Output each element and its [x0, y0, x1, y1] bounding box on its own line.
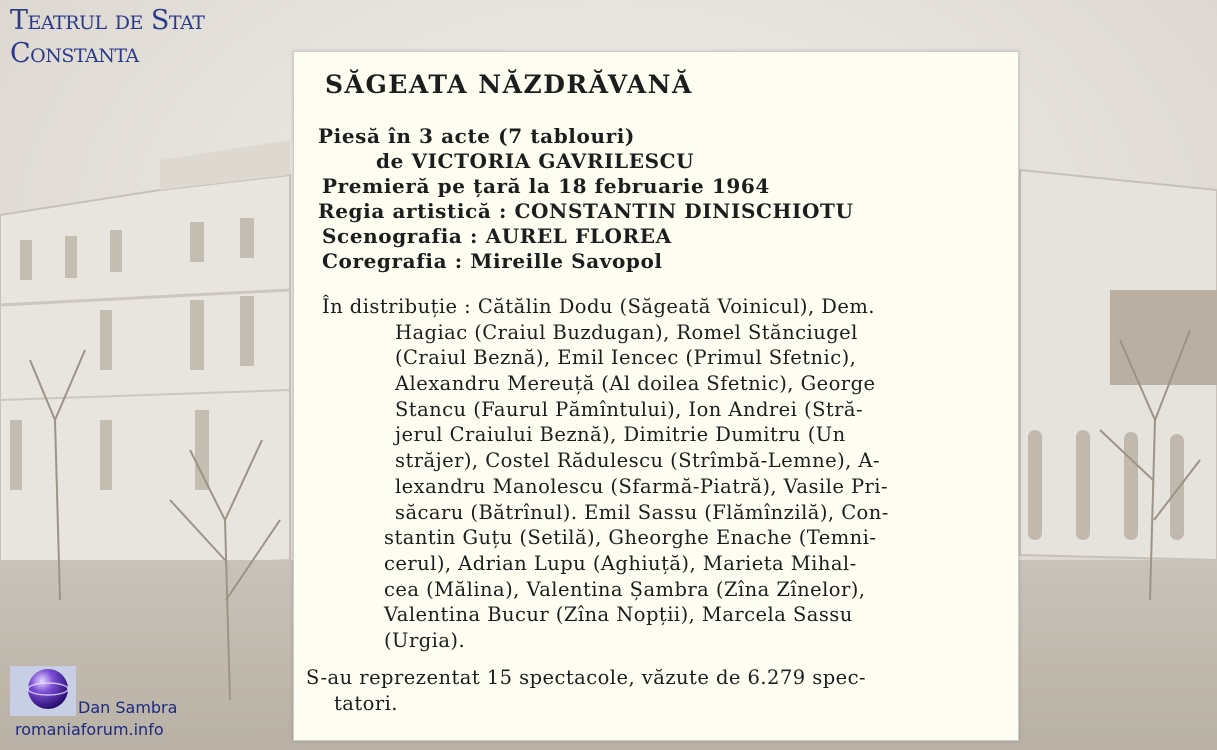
theatre-title-line-1: Teatrul de Stat	[10, 5, 205, 36]
play-title: SĂGEATA NĂZDRĂVANĂ	[325, 70, 693, 99]
cast-line: Stancu (Faurul Pămîntului), Ion Andrei (Stră-	[395, 397, 864, 421]
watermark-site: romaniaforum.info	[15, 720, 164, 739]
theatre-title-line-2: Constanta	[10, 38, 139, 69]
premiere-line: Premieră pe țară la 18 februarie 1964	[322, 174, 770, 198]
performance-summary	[306, 665, 866, 717]
summary-line: tatori.	[334, 692, 398, 715]
cast-line: Hagiac (Craiul Buzdugan), Romel Stănciugel	[395, 320, 858, 344]
watermark-author: Dan Sambra	[78, 698, 178, 717]
cast-line: În distribuție : Cătălin Dodu (Săgeată Voinicul), Dem.	[322, 295, 875, 318]
cast-line: stantin Guțu (Setilă), Gheorghe Enache (Temni-	[384, 526, 877, 550]
scenography-line: Scenografia : AUREL FLOREA	[322, 224, 672, 248]
theatre-title	[10, 4, 204, 70]
choreography-line: Coregrafia : Mireille Savopol	[322, 249, 663, 273]
play-info-card	[293, 51, 1019, 741]
cast-line: săcaru (Bătrînul). Emil Sassu (Flămînzilă), Con-	[395, 500, 889, 524]
cast-line: (Urgia).	[384, 628, 466, 652]
play-acts-line: Piesă în 3 acte (7 tablouri)	[318, 124, 635, 148]
cast-line: Alexandru Mereuță (Al doilea Sfetnic), George	[395, 372, 876, 396]
play-author-line: de VICTORIA GAVRILESCU	[376, 149, 695, 173]
cast-line: cea (Mălina), Valentina Șambra (Zîna Zînelor),	[384, 577, 866, 601]
cast-line: străjer), Costel Rădulescu (Strîmbă-Lemne), A-	[395, 449, 880, 473]
cast-line: (Craiul Beznă), Emil Iencec (Primul Sfetnic),	[395, 346, 857, 370]
cast-line: lexandru Manolescu (Sfarmă-Piatră), Vasile Pri-	[395, 474, 889, 498]
summary-line: S-au reprezentat 15 spectacole, văzute de 6.279 spec-	[306, 666, 867, 689]
director-line: Regia artistică : CONSTANTIN DINISCHIOTU	[318, 199, 854, 223]
cast-line: Valentina Bucur (Zîna Nopții), Marcela Sassu	[384, 603, 853, 627]
cast-line: cerul), Adrian Lupu (Aghiuță), Marieta Mihal-	[384, 551, 857, 575]
watermark-logo	[10, 666, 76, 716]
cast-line: jerul Craiului Beznă), Dimitrie Dumitru (Un	[395, 423, 846, 447]
globe-logo-icon	[10, 666, 76, 716]
cast-list	[322, 294, 889, 654]
